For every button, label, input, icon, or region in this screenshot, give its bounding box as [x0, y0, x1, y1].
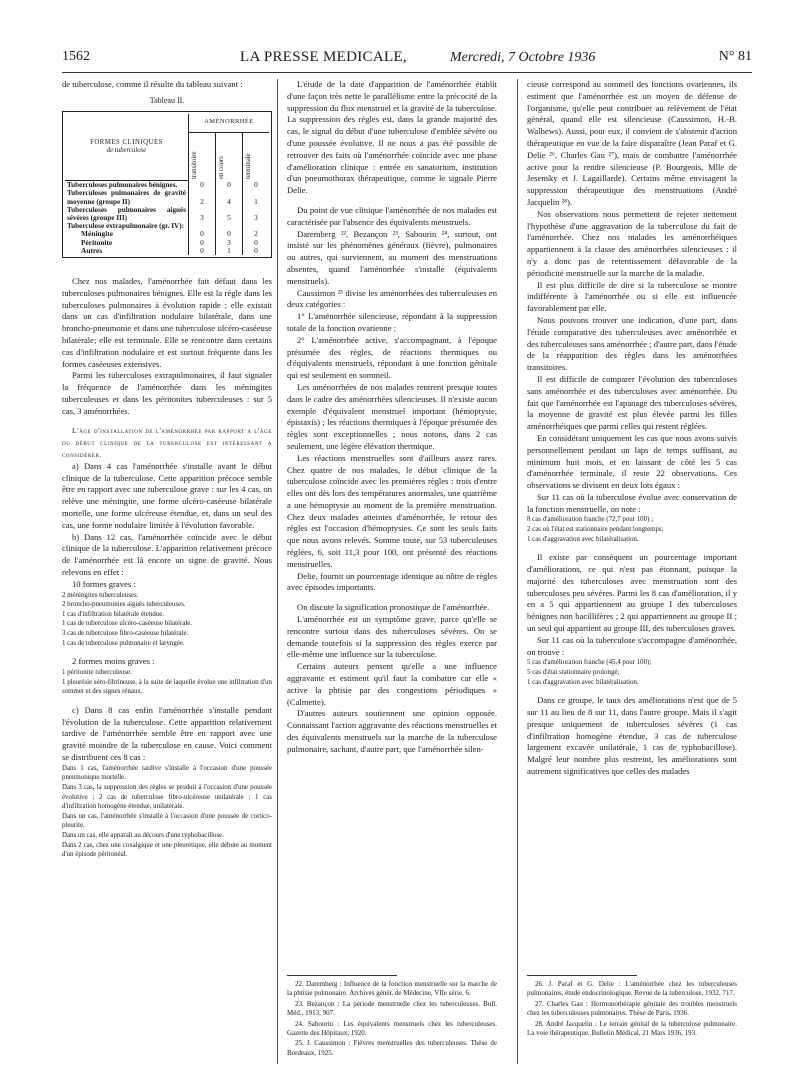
publication-title: LA PRESSE MEDICALE,: [240, 49, 407, 65]
paragraph: Il est difficile de comparer l'évolution des tuberculoses sans aménorrhée et des tuberculoses avec aménorrhée. Du fait que l'aménorrhée est l'apanage des tuberculoses sévères, la moyenne de gravité est plus élevée parmi les filles aménorrhéiques que parmi celles qui restent réglées.: [527, 373, 737, 432]
list: [527, 515, 737, 544]
list-item: 8 cas d'amélioration franche (72,7 pour 100) ;: [527, 516, 653, 524]
list-item: 1 cas de tuberculose pulmonaire et laryngée.: [62, 639, 185, 647]
footnote: 22. Daremberg : Influence de la fonction menstruelle sur la marche de la phtisie pulmonaire. Archives génér. de Médecine, VIIe série, 6.: [287, 980, 497, 998]
table-header-formes: FORMES CLINIQUES de tuberculose: [65, 114, 189, 181]
list: [62, 668, 272, 697]
paragraph: Caussimon ²⁵ divise les aménorrhées des tuberculeuses en deux catégories :: [287, 287, 497, 310]
footnotes: [287, 980, 497, 1059]
table-header-amenorrhee: AMÉNORRHÉE: [189, 114, 270, 133]
paragraph: a) Dans 4 cas l'aménorrhée s'installe avant le début clinique de la tuberculose. Cette apparition précoce semble être en rapport avec une tuberculose grave : sur les 4 cas, on relève une méningite, une forme ulcéro-caséeuse bilatérale mortelle, une forme ulcéreuse étendue, et, dans un seul des cas, une forme nodulaire limitée à l'évolution favorable.: [62, 460, 272, 530]
paragraph: On discute la signification pronostique de l'aménorrhée.: [297, 602, 490, 613]
table-row: Tuberculoses pulmonaires bénignes. 0 0 0: [65, 181, 269, 190]
footnote-rule: [287, 975, 397, 976]
list-item: Dans 3 cas, la suppression des règles se produit à l'occasion d'une poussée évolutive ; 2 cas de tuberculose fibro-ulcéreuse unilatérale ; 1 cas d'infiltration homogène étendue, unilatérale.: [62, 783, 272, 811]
table-col-header: en cours: [218, 155, 225, 179]
footnote: 23. Bezançon : La période menstruelle chez les tuberculeuses. Bull. Méd., 1913, 907.: [287, 999, 497, 1018]
paragraph: Delie, fournit un pourcentage identique au nôtre de règles avec épisodes importants.: [287, 570, 497, 593]
paragraph: L'aménorrhée est un symptôme grave, parce qu'elle se rencontre surtout dans des tuberculoses sévères. On se demande toutefois si la suppression des règles exerce par elle-même une influence sur la tuberculose.: [287, 614, 497, 660]
list-item: 1 pleurésie séro-fibrineuse, à la suite de laquelle évolue une infiltration d'un sommet et des signes rénaux.: [62, 678, 272, 696]
list-item: Dans un cas, l'aménorrhée s'installe à l'occasion d'une poussée de cortico-pleurite.: [62, 812, 272, 830]
issue-number: N° 81: [718, 49, 752, 64]
paragraph: Sur 11 cas où la tuberculose évolue avec conservation de la fonction menstruelle, on note :: [527, 491, 737, 514]
section-heading: L'âge d'installation de l'aménorrhée par rapport a l'âge du début clinique de la tuberculose est intéressant a considérer.: [62, 426, 272, 460]
table-row: Autres 0 1 0: [65, 247, 269, 255]
column-1: [62, 79, 272, 860]
column-2: [287, 79, 497, 756]
page-header: [62, 49, 752, 73]
paragraph: 1° L'aménorrhée silencieuse, répondant à la suppression totale de la fonction ovarienne ;: [287, 311, 497, 333]
paragraph: b) Dans 12 cas, l'aménorrhée coïncide avec le début clinique de la tuberculose. L'apparition relativement précoce de l'aménorrhée est là encore un signe de gravité. Nous relevons en effet :: [62, 531, 272, 578]
paragraph: 2° L'aménorrhée active, s'accompagnant, à l'époque présumée des règles, de réactions thermiques ou d'équivalents menstruels, répondant à une fonction génitale qui est seulement en sommeil.: [287, 334, 497, 381]
list-item: 2 méningites tuberculeuses.: [62, 591, 139, 599]
table-row: Tuberculoses pulmonaires aiguës sévères (groupe III) 3 5 3: [65, 206, 269, 222]
footnotes: [527, 980, 737, 1039]
paragraph: Daremberg ²², Bezançon ²³, Sabourin ²⁴, surtout, ont insisté sur les phénomènes généraux (fièvre), pulmonaires ou autres, qui surviennent, au moment des menstruations absentes, quand l'aménorrhée s'installe (équivalents menstruels).: [287, 228, 497, 286]
list-item: 1 cas de tuberculose ulcéro-caséeuse bilatérale.: [62, 620, 193, 628]
list: [62, 764, 272, 860]
list-item: Dans un cas, elle apparaît au décours d'une typhobacillose.: [62, 831, 224, 839]
table-row: Tuberculoses pulmonaires de gravité moyenne (groupe II) 2 4 1: [65, 189, 269, 205]
paragraph: c) Dans 8 cas enfin l'aménorrhée s'installe pendant l'évolution de la tuberculose. Cette apparition relativement tardive de l'aménorrhée semble être en rapport avec une gravité moindre de la tuberculose en cause. Voici comment se distribuent ces 8 cas :: [62, 704, 272, 762]
list-item: 5 cas d'amélioration franche (45,4 pour 100);: [527, 659, 652, 667]
column-3: [527, 79, 737, 778]
column-divider-1: [277, 79, 278, 1064]
footnote: 25. J. Caussimon : Fièvres menstruelles des tuberculeuses. Thèse de Bordeaux, 1925.: [287, 1039, 497, 1057]
paragraph: D'autres auteurs soutiennent une opinion opposée. Connaissant l'action aggravante des réactions menstruelles et des équivalents menstruels sur la marche de la tuberculose pulmonaire, sachant, d'autre part, que l'aménorrhée silen-: [287, 708, 497, 754]
footnote: 28. André Jacquelin : Le terrain génital de la tuberculose pulmonaire. La voie thérapeutique. Bulletin Médical, 21 Mars 1936, 193.: [527, 1019, 737, 1038]
paragraph: Certains auteurs pensent qu'elle a une influence aggravante et estiment qu'il faut la combattre car elle « active la phtisie par des congestions périodiques » (Calmette).: [287, 661, 497, 707]
paragraph: 2 formes moins graves :: [72, 656, 155, 667]
table-row: Méningite 0 0 2: [65, 230, 269, 238]
footnote: 24. Sabourin : Les équivalents menstruels chez les tuberculeuses. Gazette des Hôpitaux, 1920.: [287, 1019, 497, 1038]
paragraph: Du point de vue clinique l'aménorrhée de nos malades est caractérisée par l'absence des équivalents menstruels.: [287, 204, 497, 227]
paragraph: 10 formes graves :: [72, 578, 136, 589]
list-item: 5 cas d'état stationnaire prolongé;: [527, 669, 620, 677]
header-rule: [62, 72, 752, 73]
paragraph: En considérant uniquement les cas que nous avons suivis personnellement pendant un laps de temps suffisant, au minimum huit mois, et en laissant de côté les 5 cas d'aménorrhée terminale, il reste 22 observations. Ces observations se divisent en deux lots égaux :: [527, 432, 737, 491]
list: [527, 658, 737, 687]
footnote-rule: [527, 975, 637, 976]
paragraph: Nous pouvons trouver une indication, d'une part, dans l'étude comparative des tuberculeuses avec aménorrhée et des tuberculeuses sans aménorrhée ; d'autre part, dans l'étude de la réapparition des règles dans les aménorrhées transitoires.: [527, 314, 737, 373]
paragraph: Les réactions menstruelles sont d'ailleurs assez rares. Chez quatre de nos malades, le début clinique de la tuberculose coïncide avec les premières règles : trois d'entre elles ont dès lors des températures anormales, une quatrième a une hémoptysie au moment de la première menstruation. Chez deux malades atteintes d'aménorrhée, le retour des règles est l'occasion d'hémoptysies. Ce sont les seuls faits que nous avons relevés. Somme toute, sur 53 tuberculeuses réglées, 6, soit 11,3 pour 100, ont présenté des réactions menstruelles.: [287, 452, 497, 569]
paragraph: Les aménorrhées de nos malades rentrent presque toutes dans le cadre des aménorrhées silencieuses. Il n'existe aucun exemple d'équivalent menstruel important (hémoptysie, épistaxis) ; les réactions thermiques à l'époque présumée des règles sont exceptionnelles ; nous notons, dans 2 cas seulement, une légère élévation thermique.: [287, 381, 497, 451]
table-row: Tuberculose extrapulmonaire (gr. IV):: [65, 222, 269, 230]
paragraph: Il existe par conséquent un pourcentage important d'améliorations, ce qui n'est pas étonnant, puisque la majorité des tuberculoses avec menstruation sont des tuberculoses peu sévères. Parmi les 8 cas d'amélioration, il y en a 5 qui appartiennent au groupe I des tuberculoses bénignes non bacillifères ; 2 qui appartiennent au groupe II ; un seul qui appartient au groupe III, des tuberculoses graves.: [527, 552, 737, 634]
issue-date: Mercredi, 7 Octobre 1936: [450, 50, 596, 65]
list-item: 3 cas de tuberculose fibro-caséeuse bilatérale.: [62, 630, 189, 638]
list-item: 1 cas d'aggravation avec bilatéralisation.: [527, 678, 639, 686]
paragraph: de tuberculose, comme il résulte du tableau suivant :: [62, 79, 243, 89]
paragraph: Sur 11 cas où la tuberculose s'accompagne d'aménorrhée, on trouve :: [527, 634, 737, 657]
list: [62, 591, 272, 649]
table-col-header: terminale: [245, 152, 252, 179]
list-item: 2 cas où l'état est stationnaire pendant longtemps;: [527, 526, 664, 534]
table-row: Péritonite 0 3 0: [65, 239, 269, 247]
paragraph: Chez nos malades, l'aménorrhée fait défaut dans les tuberculoses pulmonaires bénignes. Elle est la règle dans les tuberculoses pulmonaires à évolution rapide ; elle existait dans un cas d'infiltration nodulaire bilatérale, dans une broncho-pneumonie et dans une tuberculose ulcéro-caséeuse bilatérale; elle est terminale. Elle se rencontre dans certains cas d'infiltration nodulaire et est surtout fréquente dans les formes caséeuses extensives.: [62, 275, 272, 369]
list-item: Dans 1 cas, l'aménorrhée tardive s'installe à l'occasion d'une poussée pneumonique mortelle.: [62, 764, 272, 782]
paragraph: Dans ce groupe, le taux des améliorations n'est que de 5 sur 11 au lieu de 8 sur 11, dans l'autre groupe. Mais il s'agit presque uniquement de tuberculoses sévères (1 cas d'infiltration homogène étendue, 3 cas de tuberculose largement excavée unilatérale, 1 cas de typhobacillose). Malgré leur nombre plus restreint, les améliorations sont autrement significatives que celles des malades: [527, 695, 737, 776]
footnote: 26. J. Paraf et G. Delie : L'aménorrhée chez les tuberculeuses pulmonaires, étude endocrinologique. Revue de la tuberculose, 1932, 717.: [527, 980, 737, 998]
paragraph: L'étude de la date d'apparition de l'aménorrhée établit d'une façon très nette le parallélisme entre la précocité de la suppression du flux menstruel et la gravité de la tuberculose. La suppression des règles est, dans la grande majorité des cas, le signal du début d'une tuberculose d'emblée sévère ou d'une poussée évolutive. Il ne nous a pas été possible de retrouver des faits où l'aménorrhée coïncide avec une phase d'amélioration clinique : entrée en sanatorium, institution d'un pneumothorax thérapeutique, comme le signale Pierre Delie.: [287, 79, 497, 196]
table-caption: Tableau II.: [149, 95, 185, 105]
paragraph: cieuse correspond au sommeil des fonctions ovariennes, ils estiment que l'aménorrhée est un moyen de défense de l'organisme, qu'elle peut contribuer au relèvement de l'état général, quand elle est silencieuse (Caussimon, H.-B. Walhews). Aussi, pour eux, il convient de s'abstenir d'action thérapeutique en vue de la faire disparaître (Jean Paraf et G. Delie ²⁶, Charles Gau ²⁷), mais de combattre l'aménorrhée active pour la rendre silencieuse (P. Bourgeois, Mlle de Jesensky et J. Lagaillarde). Certains même envisagent la suppression thérapeutique des menstruations (André Jacquelin ²⁸).: [527, 79, 737, 207]
page-number: 1562: [62, 49, 90, 64]
column-divider-2: [517, 79, 518, 1064]
paragraph: Nos observations nous permettent de rejeter nettement l'hypothèse d'une aggravation de la tuberculose du fait de l'aménorrhée. Chez nos malades les aménorrhéiques appartiennent à la classe des aménorrhées silencieuses : il n'y a donc pas de retentissement défavorable de la périodicité menstruelle sur la marche de la maladie.: [527, 208, 737, 278]
list-item: 2 broncho-pneumonies aiguës tuberculeuses.: [62, 601, 186, 609]
list-item: Dans 2 cas, chez une coxalgique et une pleurétique, elle débute au moment d'un épisode péritonéal.: [62, 841, 272, 859]
list-item: 1 cas d'aggravation avec bilatéralisation.: [527, 535, 639, 543]
footnote: 27. Charles Gau : Hormonothérapie génitale des troubles menstruels chez les tuberculeuses pulmonaires. Thèse de Paris, 1936.: [527, 999, 737, 1018]
list-item: 1 péritonite tuberculeuse.: [62, 669, 132, 676]
paragraph: Parmi les tuberculoses extrapulmonaires, il faut signaler la fréquence de l'aménorrhée dans les méningites tuberculeuses et dans les péritonites tuberculeuses : sur 5 cas, 3 aménorrhées.: [62, 370, 272, 416]
paragraph: Il est plus difficile de dire si la tuberculose se montre indifférente à l'aménorrhée ou si elle est influencée favorablement par elle.: [527, 279, 737, 314]
table-col-header: transitoire: [191, 151, 198, 179]
table-ii: [62, 111, 272, 258]
list-item: 1 cas d'infiltration bilatérale étendue.: [62, 610, 165, 618]
